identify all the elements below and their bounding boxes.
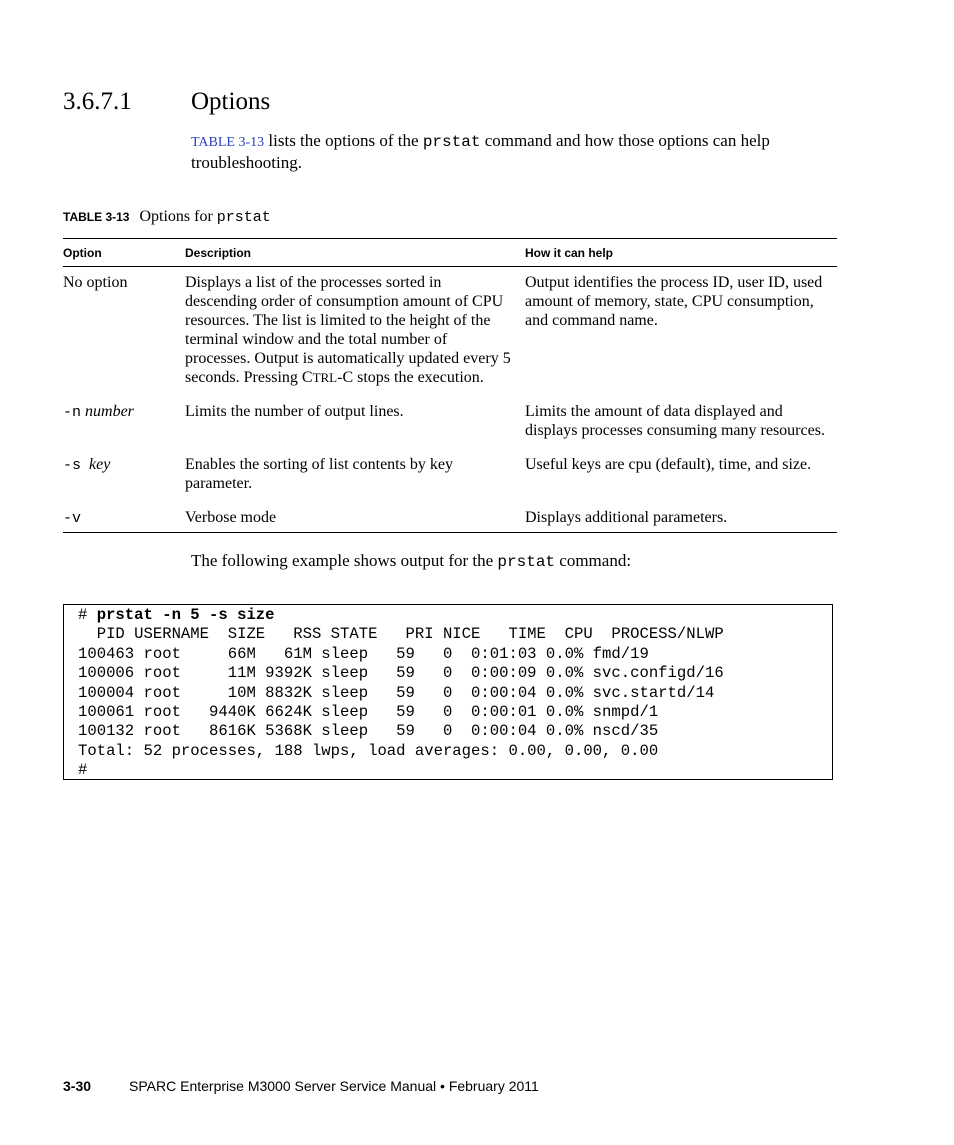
section-title: Options [191,88,271,115]
page-number: 3-30 [63,1078,92,1094]
code-line: 100061 root 9440K 6624K sleep 59 0 0:00:01 0.0% snmpd/1 [78,703,659,722]
code-line: 100463 root 66M 61M sleep 59 0 0:01:03 0.0% fmd/19 [78,644,649,663]
option-flag: -s [63,457,82,474]
intro-text-2: command and how those options can help troubleshooting. [191,131,770,172]
code-block [64,605,832,781]
help-cell: Useful keys are cpu (default), time, and size. [525,456,812,473]
code-line: Total: 52 processes, 188 lwps, load averages: 0.00, 0.00, 0.00 [78,741,659,760]
description-cell: Limits the number of output lines. [185,403,404,420]
table-row [63,396,837,449]
table-caption [63,208,271,226]
description-cell [185,267,525,397]
header-description: Description [185,239,525,267]
description-cell: Verbose mode [185,502,525,533]
page-footer [63,1078,539,1094]
description-text: Displays a list of the processes sorted in descending order of consumption amount of CPU resources. The list is limited to the height of the terminal window and the total number of processes. Output is automatically updated every 5 seconds. Pressing C [185,274,511,386]
option-cell [63,502,185,533]
example-intro-command: prstat [497,553,556,571]
option-argument: key [89,456,111,473]
description-smallcaps: TRL [312,370,338,385]
example-intro-text-2: command: [555,551,632,570]
example-intro-text-1: The following example shows output for the [191,551,498,570]
intro-text-1: lists the options of the [264,131,423,150]
code-line: 100004 root 10M 8832K sleep 59 0 0:00:04 0.0% svc.startd/14 [78,683,715,702]
code-example-box [63,604,833,780]
header-how-it-can-help: How it can help [525,239,837,267]
table-row [63,267,837,397]
description-text-end: -C stops the execution. [337,369,484,386]
intro-command: prstat [422,133,481,151]
section-number: 3.6.7.1 [63,88,132,115]
code-header-line: PID USERNAME SIZE RSS STATE PRI NICE TIME CPU PROCESS/NLWP [78,625,724,644]
table-row [63,502,837,533]
option-text: No option [63,274,128,291]
option-flag: -v [63,510,82,527]
header-option: Option [63,239,185,267]
code-line: 100132 root 8616K 5368K sleep 59 0 0:00:04 0.0% nscd/35 [78,722,659,741]
option-cell [63,267,185,397]
table-header-row [63,239,837,267]
help-cell: Output identifies the process ID, user ID, used amount of memory, state, CPU consumption, and command name. [525,274,823,329]
code-line: 100006 root 11M 9392K sleep 59 0 0:00:09 0.0% svc.configd/16 [78,664,724,683]
example-intro-paragraph [191,551,631,571]
options-table [63,238,837,533]
option-flag: -n [63,404,82,421]
description-cell: Enables the sorting of list contents by key parameter. [185,456,453,492]
footer-title: SPARC Enterprise M3000 Server Service Manual [129,1078,437,1094]
table-row [63,449,837,502]
option-cell [63,449,185,502]
intro-paragraph [191,131,851,173]
footer-date: February 2011 [448,1078,539,1094]
table-caption-command: prstat [216,209,271,226]
footer-separator: • [436,1078,449,1094]
table-caption-label: TABLE 3-13 [63,210,130,224]
code-prompt: # [78,606,97,624]
table-cross-reference-link[interactable]: TABLE 3-13 [191,135,265,150]
help-cell: Limits the amount of data displayed and displays processes consuming many resources. [525,403,825,439]
option-cell [63,396,185,449]
code-command: prstat -n 5 -s size [96,606,275,624]
table-caption-text: Options for [139,208,217,225]
help-cell: Displays additional parameters. [525,502,837,533]
code-line: # [78,761,88,780]
option-argument: number [85,403,134,420]
